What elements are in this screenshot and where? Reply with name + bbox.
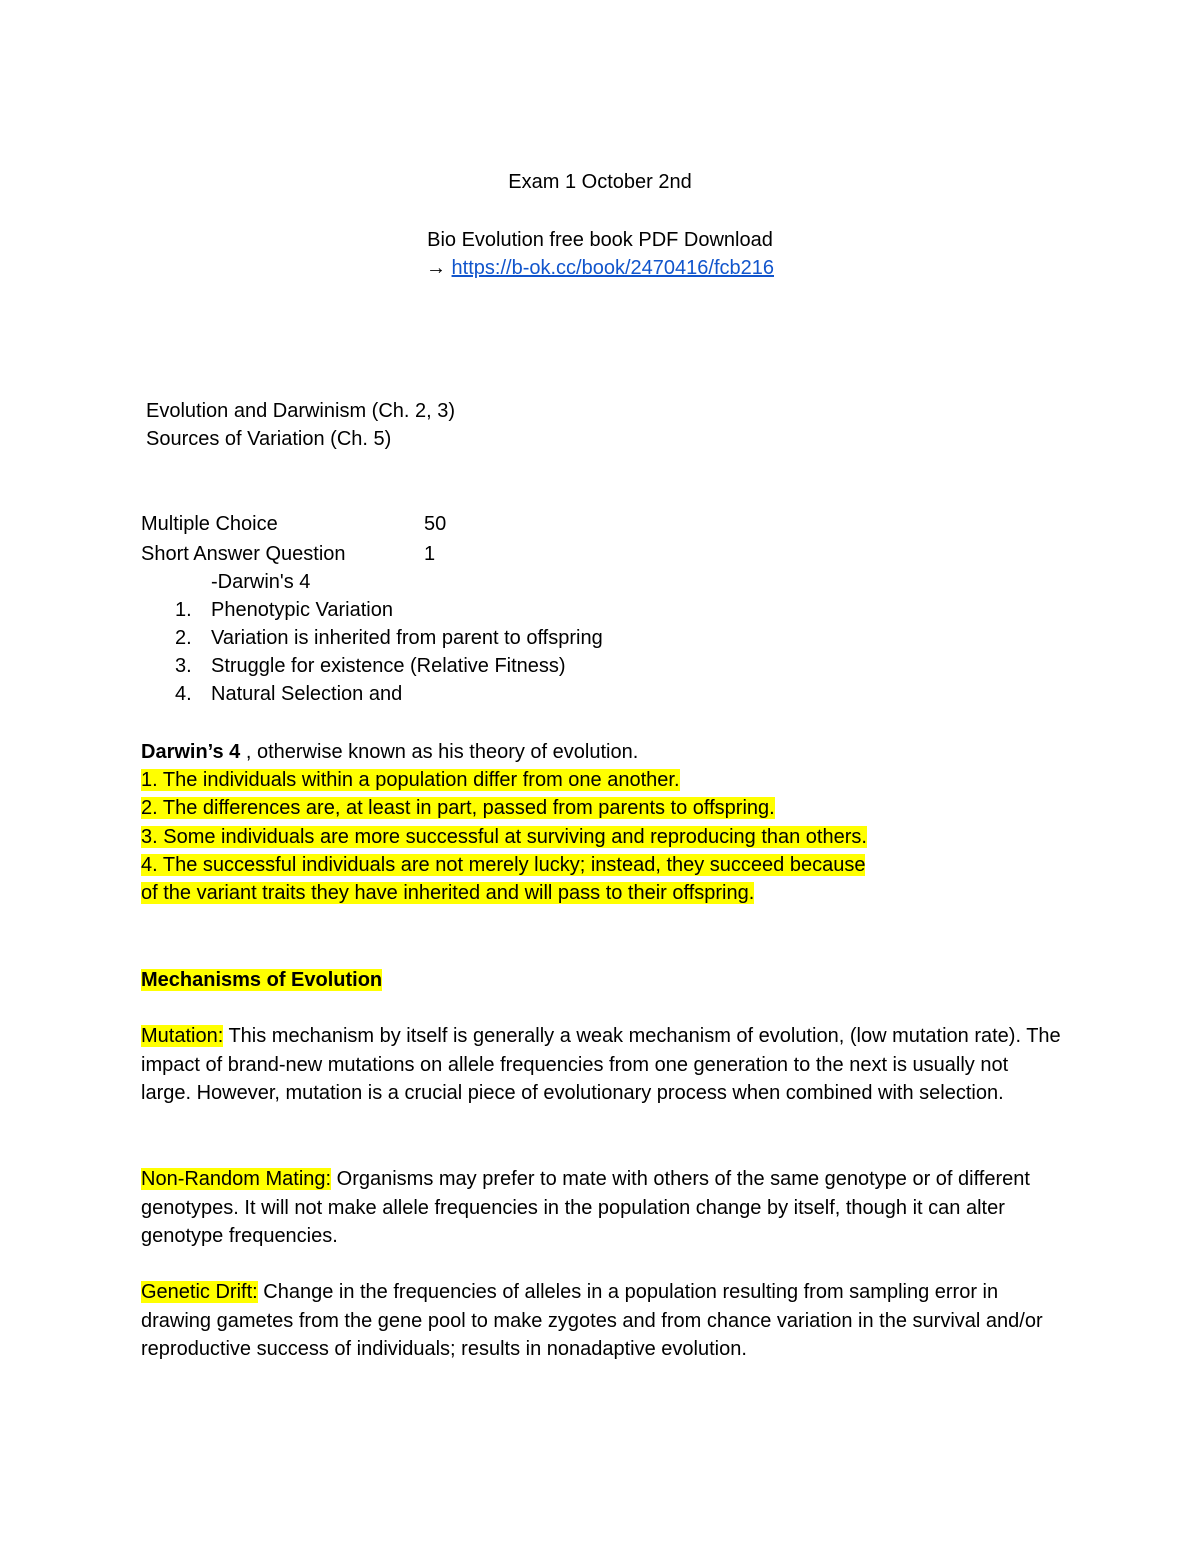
mechanism-text: Organisms may prefer to mate with others of the same genotype or of different genotypes. It will not make allele frequencies in the population change by itself, though it can alter genotype frequencies. — [141, 1168, 1030, 1247]
list-item: Struggle for existence (Relative Fitness) — [211, 655, 566, 677]
book-line: Bio Evolution free book PDF Download — [427, 229, 773, 251]
highlighted-text: 2. The differences are, at least in part, passed from parents to offspring. — [141, 797, 775, 819]
mechanism-text: Change in the frequencies of alleles in a population resulting from sampling error in drawing gametes from the gene pool to make zygotes and from chance variation in the survival and/or reproductive success of individuals; results in nonadaptive evolution. — [141, 1281, 1043, 1360]
highlighted-text: of the variant traits they have inherited and will pass to their offspring. — [141, 882, 755, 904]
mechanisms-heading-text: Mechanisms of Evolution — [141, 969, 383, 991]
mechanism-term: Genetic Drift: — [141, 1281, 258, 1303]
mechanism-paragraph — [141, 1278, 1061, 1364]
darwin4-point — [141, 766, 680, 794]
list-number: 1. — [175, 599, 192, 621]
list-item: Variation is inherited from parent to offspring — [211, 627, 603, 649]
arrow-icon: → — [425, 257, 446, 279]
mechanism-paragraph — [141, 1165, 1061, 1251]
darwin4-point — [141, 794, 775, 822]
format-label: Short Answer Question — [141, 543, 346, 565]
highlighted-text: 1. The individuals within a population differ from one another. — [141, 769, 680, 791]
topic-item: Evolution and Darwinism (Ch. 2, 3) — [146, 400, 456, 422]
book-link-line — [0, 254, 1200, 282]
mechanisms-heading — [141, 966, 382, 994]
format-label: Multiple Choice — [141, 513, 278, 535]
list-item: Phenotypic Variation — [211, 599, 393, 621]
format-count: 50 — [424, 513, 447, 535]
darwin4-intro-line — [141, 738, 638, 766]
darwin-sub-label: -Darwin's 4 — [211, 571, 311, 593]
mechanism-term: Mutation: — [141, 1025, 224, 1047]
mechanism-text: This mechanism by itself is generally a weak mechanism of evolution, (low mutation rate). The impact of brand-new mutations on allele frequencies from one generation to the next is usually not large. However, mutation is a crucial piece of evolutionary process when combined with selection. — [141, 1025, 1061, 1104]
darwin4-point — [141, 823, 867, 851]
list-item: Natural Selection and — [211, 683, 403, 705]
list-number: 2. — [175, 627, 192, 649]
darwin4-point — [141, 851, 865, 879]
document-title: Exam 1 October 2nd — [508, 171, 692, 193]
format-count: 1 — [424, 543, 436, 565]
list-number: 4. — [175, 683, 192, 705]
mechanism-term: Non-Random Mating: — [141, 1168, 332, 1190]
highlighted-text: 3. Some individuals are more successful at surviving and reproducing than others. — [141, 826, 867, 848]
highlighted-text: 4. The successful individuals are not merely lucky; instead, they succeed because — [141, 854, 866, 876]
darwin4-intro: , otherwise known as his theory of evolution. — [240, 741, 639, 763]
darwin4-point — [141, 879, 754, 907]
mechanism-paragraph — [141, 1022, 1061, 1108]
darwin4-heading: Darwin’s 4 — [141, 741, 241, 763]
list-number: 3. — [175, 655, 192, 677]
book-link[interactable]: https://b-ok.cc/book/2470416/fcb216 — [451, 257, 774, 279]
topic-item: Sources of Variation (Ch. 5) — [146, 428, 392, 450]
